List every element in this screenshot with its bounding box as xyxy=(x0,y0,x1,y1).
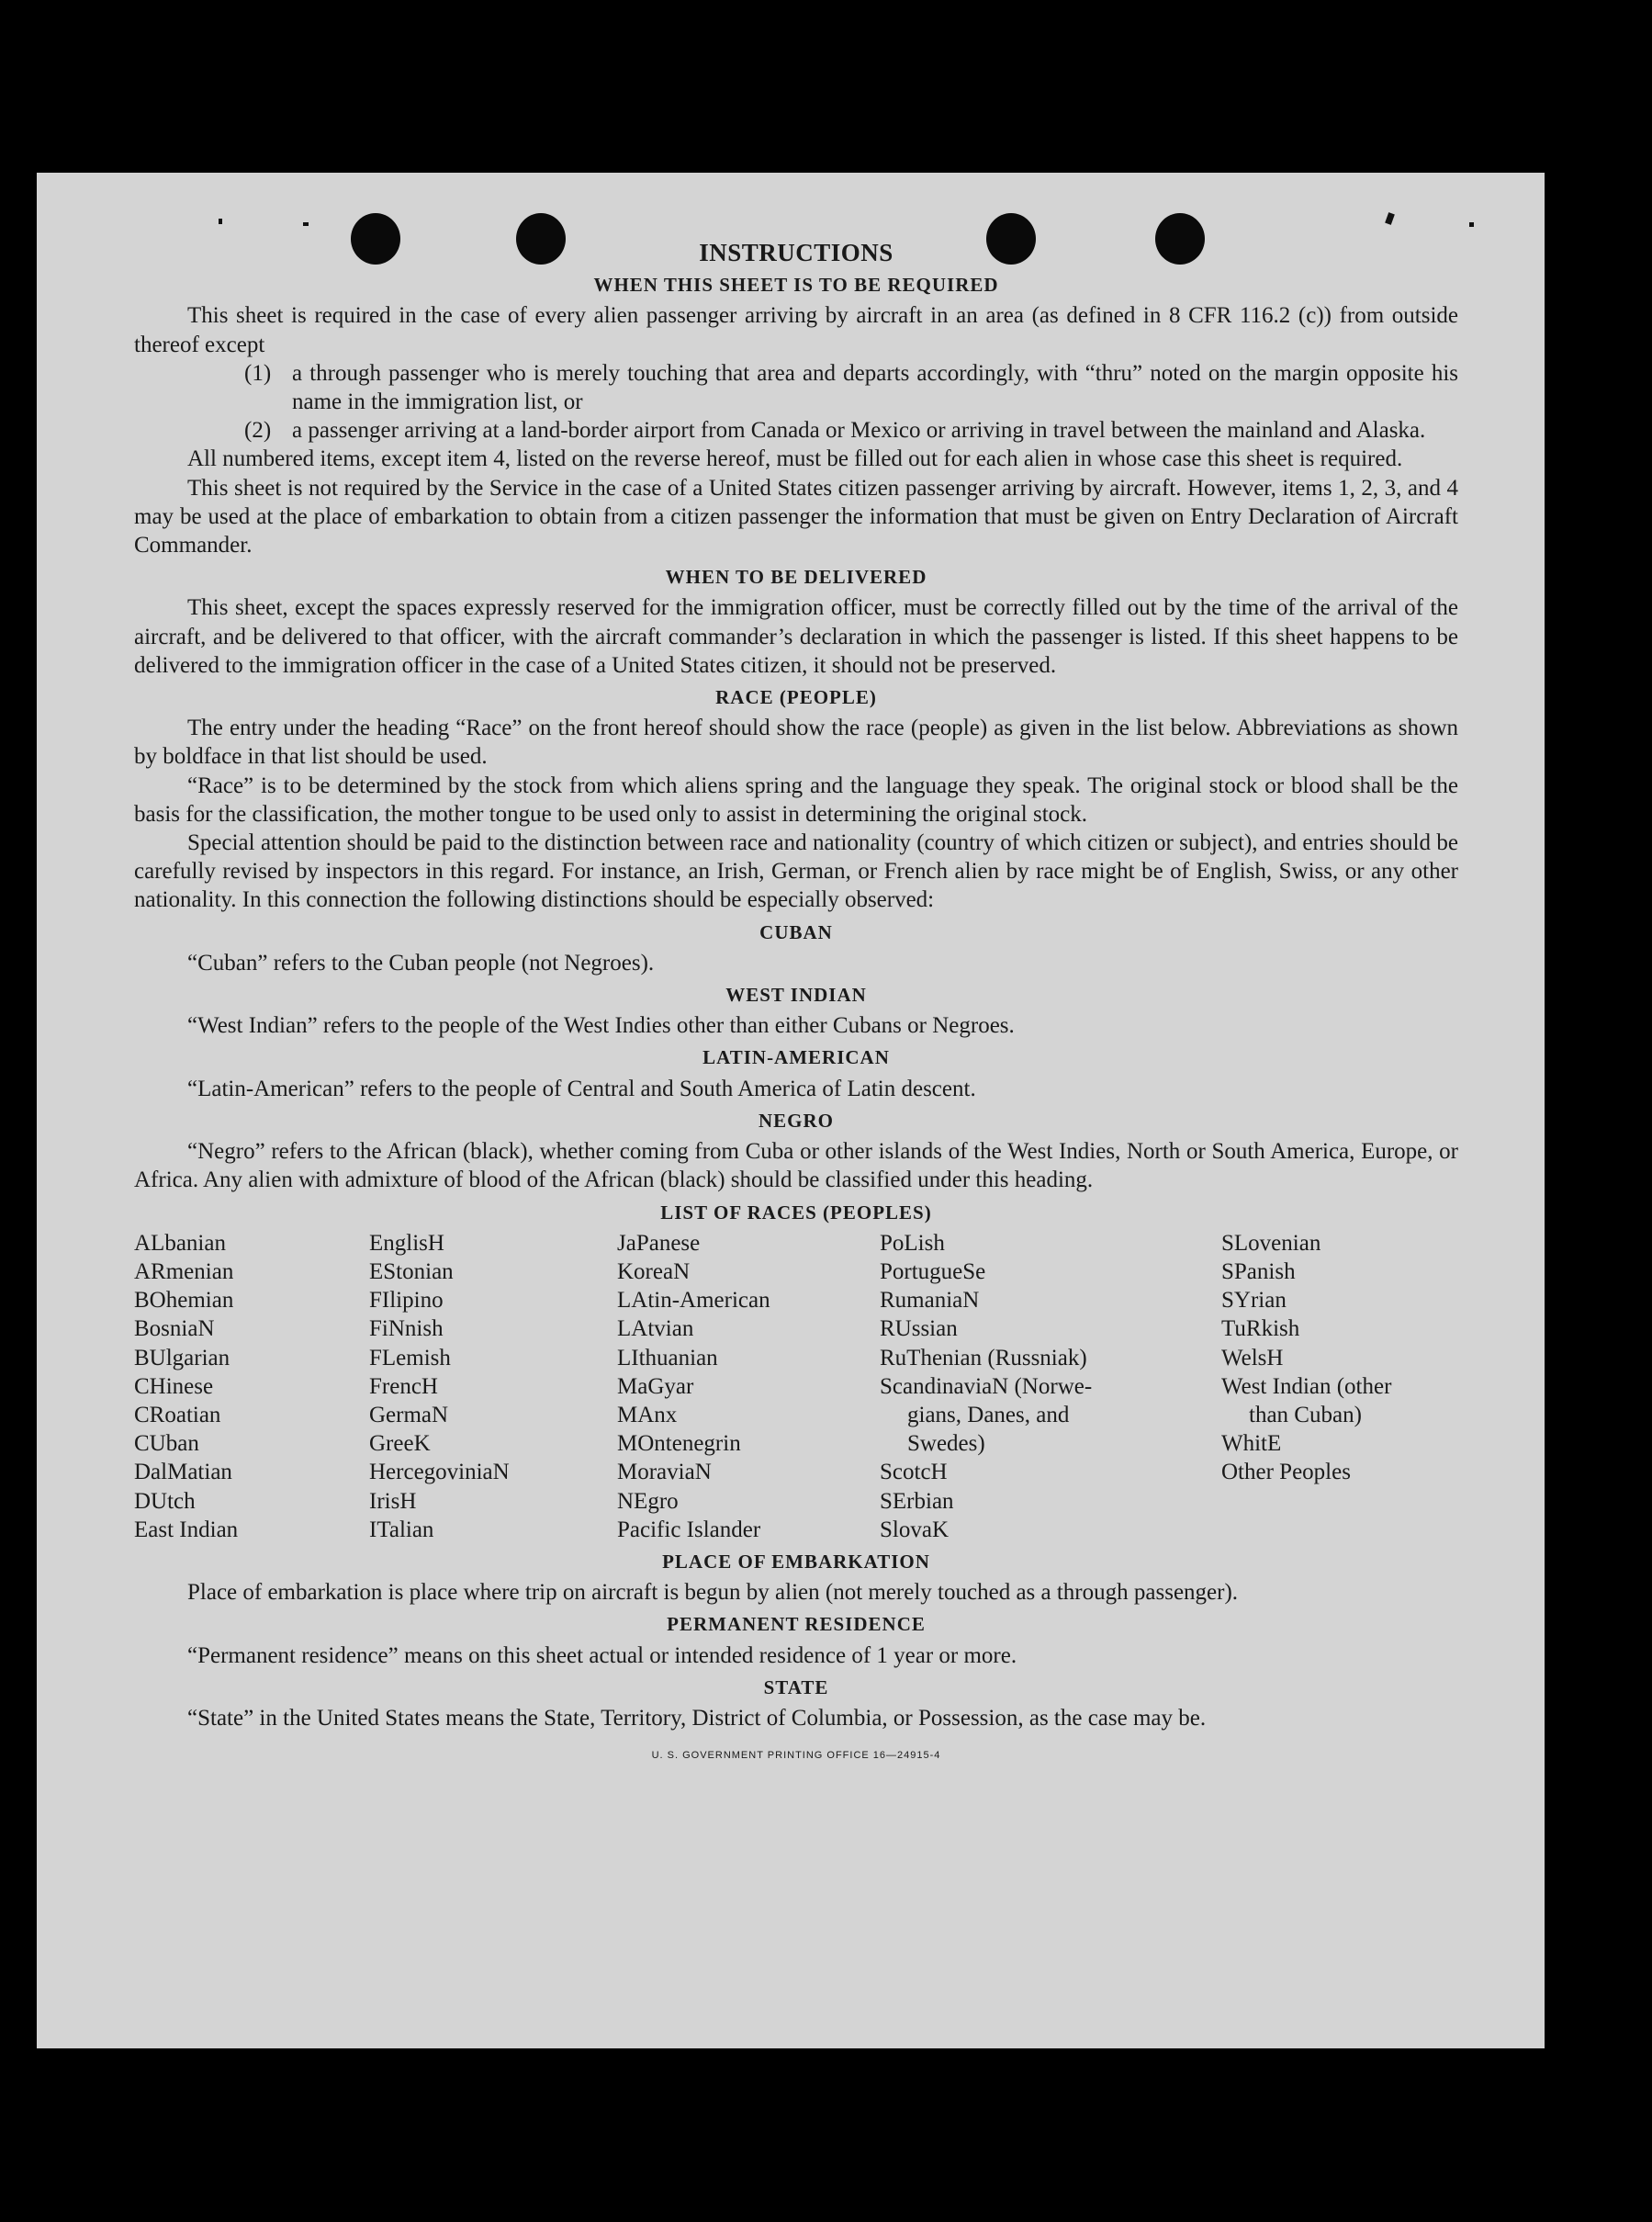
race-entry: RuThenian (Russniak) xyxy=(880,1345,1087,1370)
race-entry: Swedes) xyxy=(907,1431,985,1457)
race-entry: KoreaN xyxy=(617,1258,691,1284)
section-heading: WHEN THIS SHEET IS TO BE REQUIRED xyxy=(593,274,999,297)
race-entry: SYrian xyxy=(1221,1288,1287,1314)
race-entry: PoLish xyxy=(880,1230,945,1256)
race-list xyxy=(134,1229,1458,1544)
race-entry: RumaniaN xyxy=(880,1288,980,1314)
page-title: INSTRUCTIONS xyxy=(699,239,893,266)
speck-mark xyxy=(303,222,309,226)
race-entry: HercegoviniaN xyxy=(369,1460,510,1485)
paragraph: Place of embarkation is place where trip on aircraft is begun by alien (not merely touched as a through passenger). xyxy=(187,1580,1239,1606)
speck-mark xyxy=(1385,212,1395,225)
paragraph: “Latin-American” refers to the people of Central and South America of Latin descent. xyxy=(187,1076,976,1101)
race-entry: ALbanian xyxy=(134,1230,226,1256)
paragraph: All numbered items, except item 4, listed on the reverse hereof, must be filled out for each alien in whose case this sheet is required. xyxy=(187,446,1403,472)
race-entry: FiNnish xyxy=(369,1316,444,1342)
race-column xyxy=(1221,1229,1458,1544)
race-entry: FLemish xyxy=(369,1345,451,1370)
item-text: a through passenger who is merely touching that area and departs accordingly, with “thru” noted on the margin opposite his name in the immigration list, or xyxy=(292,360,1458,415)
section-heading: RACE (PEOPLE) xyxy=(715,686,877,709)
section-heading: STATE xyxy=(763,1675,829,1698)
paragraph: The entry under the heading “Race” on the front hereof should show the race (people) as given in the list below. Abbreviations as shown by boldface in that list should be used. xyxy=(134,716,1458,770)
paragraph: This sheet is required in the case of every alien passenger arriving by aircraft in an area (as defined in 8 CFR 116.2 (c)) from outside thereof except xyxy=(134,303,1458,357)
item-text: a passenger arriving at a land-border airport from Canada or Mexico or arriving in travel between the mainland and Alaska. xyxy=(292,418,1426,444)
race-entry: LAtin-American xyxy=(617,1288,770,1314)
race-entry: West Indian (other xyxy=(1221,1373,1392,1399)
race-entry: than Cuban) xyxy=(1249,1402,1362,1427)
section-heading: LIST OF RACES (PEOPLES) xyxy=(660,1201,932,1224)
race-entry: SPanish xyxy=(1221,1258,1296,1284)
race-entry: CUban xyxy=(134,1431,199,1457)
race-entry: ScandinaviaN (Norwe- xyxy=(880,1373,1093,1399)
paragraph: “Race” is to be determined by the stock from which aliens spring and the language they speak. The original stock or blood shall be the basis for the classification, the mother tongue to be used only to assist in determining the original stock. xyxy=(134,773,1458,827)
race-column xyxy=(617,1229,880,1544)
race-entry: ARmenian xyxy=(134,1258,234,1284)
section-heading: WHEN TO BE DELIVERED xyxy=(665,566,927,589)
race-entry: IrisH xyxy=(369,1488,417,1514)
paragraph: “Cuban” refers to the Cuban people (not Negroes). xyxy=(187,950,655,976)
race-entry: LIthuanian xyxy=(617,1345,718,1370)
race-column xyxy=(880,1229,1221,1544)
list-item xyxy=(244,359,1458,416)
race-entry: WhitE xyxy=(1221,1431,1282,1457)
printing-office-footer: U. S. GOVERNMENT PRINTING OFFICE 16—24915-4 xyxy=(651,1750,941,1762)
speck-mark xyxy=(219,219,222,224)
race-entry: BOhemian xyxy=(134,1288,234,1314)
race-column xyxy=(134,1229,369,1544)
section-heading: NEGRO xyxy=(758,1109,834,1132)
race-entry: BUlgarian xyxy=(134,1345,230,1370)
item-number: (1) xyxy=(244,360,272,386)
section-heading: CUBAN xyxy=(759,920,833,943)
paragraph: “State” in the United States means the State, Territory, District of Columbia, or Possession, as the case may be. xyxy=(187,1705,1207,1731)
race-entry: ScotcH xyxy=(880,1460,948,1485)
race-entry: ITalian xyxy=(369,1517,434,1542)
race-entry: GermaN xyxy=(369,1402,449,1427)
section-heading: LATIN-AMERICAN xyxy=(702,1046,890,1069)
speck-mark xyxy=(1469,222,1474,227)
race-entry: SErbian xyxy=(880,1488,954,1514)
race-entry: East Indian xyxy=(134,1517,239,1542)
race-entry: Other Peoples xyxy=(1221,1460,1351,1485)
race-entry: EStonian xyxy=(369,1258,454,1284)
section-heading: PERMANENT RESIDENCE xyxy=(667,1613,926,1636)
race-entry: PortugueSe xyxy=(880,1258,986,1284)
race-entry: NEgro xyxy=(617,1488,679,1514)
race-entry: TuRkish xyxy=(1221,1316,1300,1342)
instructions-content xyxy=(134,239,1458,1770)
race-entry: Pacific Islander xyxy=(617,1517,761,1542)
race-entry: RUssian xyxy=(880,1316,958,1342)
race-entry: CRoatian xyxy=(134,1402,221,1427)
list-item xyxy=(244,416,1458,445)
race-entry: FrencH xyxy=(369,1373,438,1399)
race-entry: SlovaK xyxy=(880,1517,949,1542)
race-entry: JaPanese xyxy=(617,1230,701,1256)
race-entry: FIlipino xyxy=(369,1288,444,1314)
paragraph: “Permanent residence” means on this sheet actual or intended residence of 1 year or more. xyxy=(187,1642,1017,1668)
race-entry: WelsH xyxy=(1221,1345,1284,1370)
race-entry: BosniaN xyxy=(134,1316,215,1342)
paragraph: This sheet is not required by the Service in the case of a United States citizen passenger arriving by aircraft. However, items 1, 2, 3, and 4 may be used at the place of embarkation to obtain from a citizen passenger the information that must be given on Entry Declaration of Aircraft Commander. xyxy=(134,475,1458,558)
race-entry: CHinese xyxy=(134,1373,214,1399)
section-heading: PLACE OF EMBARKATION xyxy=(662,1550,930,1573)
race-entry: LAtvian xyxy=(617,1316,694,1342)
race-entry: EnglisH xyxy=(369,1230,444,1256)
race-entry: gians, Danes, and xyxy=(907,1402,1070,1427)
paragraph: Special attention should be paid to the distinction between race and nationality (country of which citizen or subject), and entries should be carefully revised by inspectors in this regard. For instance, an Irish, German, or French alien by race might be of English, Swiss, or any other nationality. In this connection the following distinctions should be especially observed: xyxy=(134,830,1458,913)
section-heading: WEST INDIAN xyxy=(725,984,867,1007)
race-column xyxy=(369,1229,617,1544)
paragraph: This sheet, except the spaces expressly reserved for the immigration officer, must be correctly filled out by the time of the arrival of the aircraft, and be delivered to that officer, with the aircraft commander’s declaration in which the passenger is listed. If this sheet happens to be delivered to the immigration officer in the case of a United States citizen, it should not be preserved. xyxy=(134,595,1458,678)
document-sheet xyxy=(37,173,1545,2048)
race-entry: SLovenian xyxy=(1221,1230,1321,1256)
paragraph: “Negro” refers to the African (black), whether coming from Cuba or other islands of the West Indies, North or South America, Europe, or Africa. Any alien with admixture of blood of the African (black) should be classified under this heading. xyxy=(134,1139,1458,1193)
race-entry: GreeK xyxy=(369,1431,431,1457)
race-entry: DUtch xyxy=(134,1488,196,1514)
race-entry: DalMatian xyxy=(134,1460,232,1485)
race-entry: MaGyar xyxy=(617,1373,694,1399)
race-entry: MOntenegrin xyxy=(617,1431,741,1457)
race-entry: MAnx xyxy=(617,1402,678,1427)
race-entry: MoraviaN xyxy=(617,1460,712,1485)
item-number: (2) xyxy=(244,418,272,444)
paragraph: “West Indian” refers to the people of the West Indies other than either Cubans or Negroes. xyxy=(187,1013,1015,1039)
